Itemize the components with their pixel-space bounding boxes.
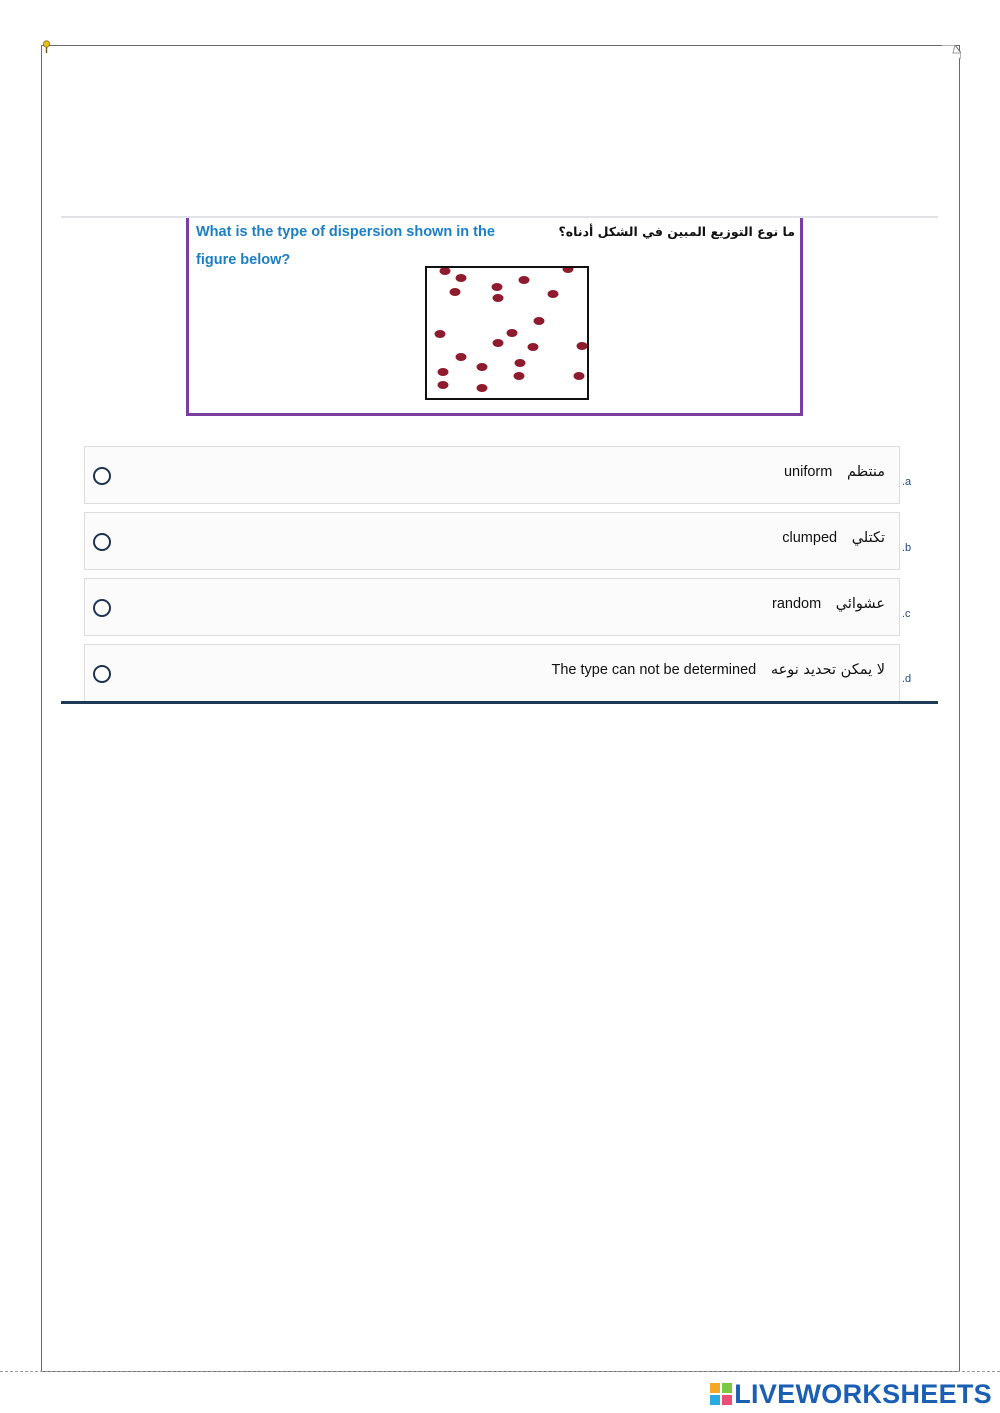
option-c-letter: .c <box>902 608 911 620</box>
dot <box>477 363 488 371</box>
option-b[interactable] <box>84 512 900 570</box>
question-text-english: What is the type of dispersion shown in the figure below? <box>196 224 495 268</box>
dot <box>438 368 449 376</box>
option-b-arabic: تكتلي <box>851 530 885 546</box>
dot <box>563 268 574 273</box>
radio-icon[interactable] <box>93 533 111 551</box>
dot <box>492 283 503 291</box>
option-a-letter: .a <box>902 476 912 488</box>
page-bottom-dashed-line <box>0 1371 1000 1372</box>
radio-icon[interactable] <box>93 599 111 617</box>
question-text-arabic: ما نوع التوزيع المبين في الشكل أدناه؟ <box>558 224 795 239</box>
option-d-letter: .d <box>902 673 912 685</box>
option-c-arabic: عشوائي <box>835 596 885 612</box>
dot <box>477 384 488 392</box>
radio-icon[interactable] <box>93 665 111 683</box>
dispersion-figure <box>425 266 589 400</box>
dot <box>574 372 585 380</box>
option-b-letter: .b <box>902 542 912 554</box>
option-c-english: random <box>771 596 822 612</box>
dot <box>493 339 504 347</box>
question-box <box>186 218 803 416</box>
liveworksheets-logo-icon <box>710 1383 732 1405</box>
radio-icon[interactable] <box>93 467 111 485</box>
dot <box>528 343 539 351</box>
dot <box>548 290 559 298</box>
pin-icon[interactable] <box>42 40 51 54</box>
dot <box>456 353 467 361</box>
option-c-text <box>772 596 885 612</box>
option-a-english: uniform <box>783 464 833 480</box>
dot <box>534 317 545 325</box>
option-a[interactable] <box>84 446 900 504</box>
bottom-divider <box>61 701 938 704</box>
page-fold-corner <box>941 45 961 59</box>
dot <box>577 342 588 350</box>
dot <box>450 288 461 296</box>
option-d[interactable] <box>84 644 900 702</box>
dot <box>440 268 451 275</box>
dot <box>493 294 504 302</box>
option-c[interactable] <box>84 578 900 636</box>
dot <box>438 381 449 389</box>
dot <box>515 359 526 367</box>
option-a-arabic: منتظم <box>846 464 885 480</box>
dot <box>456 274 467 282</box>
option-d-english: The type can not be determined <box>551 662 757 678</box>
dot <box>435 330 446 338</box>
option-d-text <box>551 662 885 678</box>
option-b-text <box>782 530 885 546</box>
dot <box>507 329 518 337</box>
dot <box>519 276 530 284</box>
option-b-english: clumped <box>782 530 838 546</box>
option-a-text <box>784 464 885 480</box>
dot <box>514 372 525 380</box>
brand-name: LIVEWORKSHEETS <box>734 1378 992 1409</box>
brand-footer[interactable] <box>710 1376 992 1412</box>
option-d-arabic: لا يمكن تحديد نوعه <box>770 662 885 678</box>
dispersion-dots <box>427 268 587 398</box>
